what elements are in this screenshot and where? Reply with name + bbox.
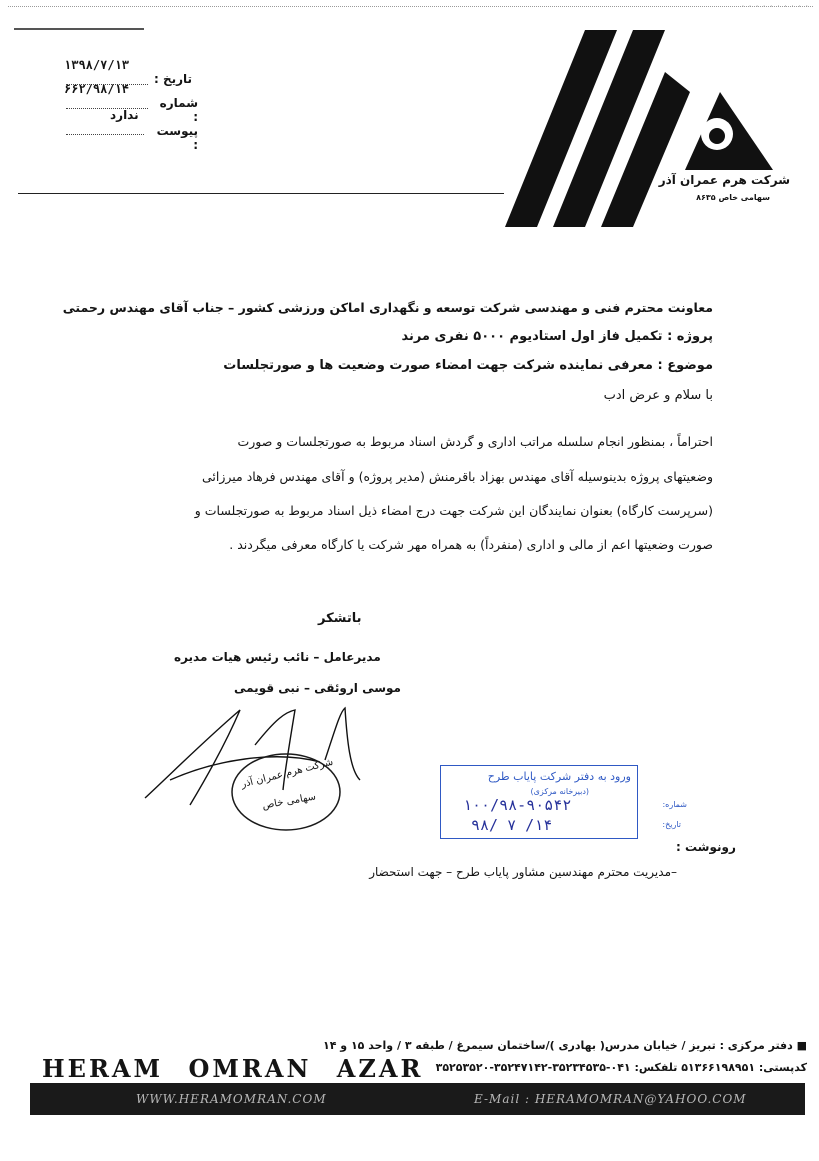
scan-mark — [14, 28, 144, 30]
subject-line: موضوع : معرفی نماینده شرکت جهت امضاء صورت وضعیت ها و صورتجلسات — [223, 358, 713, 373]
incoming-stamp — [440, 765, 687, 839]
body-line-2: وضعیتهای پروژه بدینوسیله آقای مهندس بهزاد باقرمنش (مدیر پروژه) و آقای مهندس فرهاد میرزائی — [201, 469, 713, 484]
date-value: ۱۳۹۸/۷/۱۳ — [64, 58, 130, 72]
body-line-3: (سرپرست کارگاه) بعنوان نمایندگان این شرکت جهت درج امضاء ذیل اسناد مربوط به صورتجلسات و — [194, 503, 713, 518]
logo-cutout-inner — [709, 128, 725, 144]
recipient-line: معاونت محترم فنی و مهندسی شرکت توسعه و نگهداری اماکن ورزشی کشور – جناب آقای مهندس رحمتی — [62, 300, 713, 315]
signer-names: موسی اروئقی – نبی قویمی — [234, 681, 401, 695]
body-line-1: احتراماً ، بمنظور انجام سلسله مراتب اداری و گردش اسناد مربوط به صورتجلسات و صورت — [237, 434, 713, 449]
project-line: پروژه : تکمیل فاز اول استادیوم ۵۰۰۰ نفری مرند — [401, 329, 713, 344]
attachment-dots — [66, 134, 144, 135]
footer-website[interactable]: WWW.HERAMOMRAN.COM — [136, 1092, 327, 1106]
footer-address: ■ دفتر مرکزی : تبریز / خیابان مدرس( بهادری )/ساختمان سیمرغ / طبقه ۳ / واحد ۱۵ و ۱۴ — [323, 1039, 807, 1052]
footer-band — [30, 1083, 805, 1115]
footer-email[interactable]: E-Mail : HERAMOMRAN@YAHOO.COM — [474, 1092, 747, 1106]
number-value: ۶۶۲/۹۸/۱۴ — [64, 82, 130, 96]
body-line-4: صورت وضعیتها اعم از مالی و اداری (منفرداً) به همراه مهر شرکت یا کارگاه معرفی میگردند . — [229, 537, 713, 552]
cc-line: –مدیریت محترم مهندسین مشاور پایاب طرح – جهت استحضار — [369, 865, 677, 879]
seal-sub-text: سهامی خاص — [261, 791, 317, 812]
signer-roles: مدیرعامل – نائب رئیس هیات مدیره — [174, 650, 381, 664]
footer-phones: کدپستی: ۵۱۳۶۶۱۹۸۹۵۱ تلفکس: ۰۴۱-۳۵۲۳۴۵۳۵-۳۵۲۴۷۱۴۲-۳۵۲۵۳۵۲۰ — [435, 1061, 807, 1074]
attachment-value: ندارد — [110, 108, 139, 122]
stamp-date-label: تاریخ: — [662, 820, 681, 829]
stamp-subtitle: (دبیرخانه مرکزی) — [530, 787, 589, 796]
number-label: شماره : — [159, 96, 198, 124]
header-rule — [18, 193, 504, 194]
closing-line: باتشکر — [318, 611, 362, 626]
greeting-line: با سلام و عرض ادب — [603, 388, 713, 403]
scan-corner-mark: · · · · · · · · · · — [741, 2, 809, 11]
company-name: شرکت هرم عمران آذر — [658, 173, 790, 187]
attachment-label: پیوست : — [156, 124, 198, 152]
stamp-date-value: ۹۸/ ۷ /۱۴ — [471, 816, 553, 834]
cc-label: رونوشت : — [676, 840, 736, 854]
date-label: تاریخ : — [154, 72, 193, 86]
attachment-field — [64, 108, 198, 152]
stamp-title: ورود به دفتر شرکت پایاب طرح — [487, 770, 631, 783]
scan-top-line — [8, 6, 813, 7]
company-registration: سهامی خاص ۸۶۳۵ — [696, 193, 770, 202]
seal-company-text: شرکت هرم عمران آذر — [240, 756, 335, 791]
footer-brand: HERAM OMRAN AZAR — [42, 1054, 424, 1083]
stamp-number-value: ۱۰۰/۹۸-۹۰۵۴۲ — [463, 796, 572, 814]
stamp-number-label: شماره: — [662, 800, 687, 809]
